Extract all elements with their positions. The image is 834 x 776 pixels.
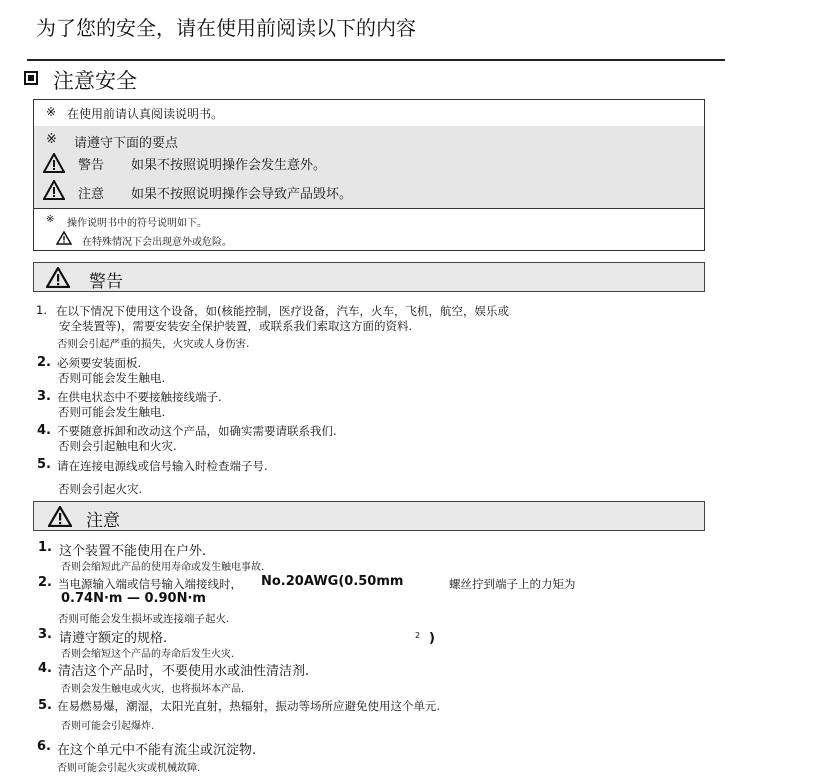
list-item-text: 必须要安装面板. (57, 356, 142, 370)
list-item-text: 不要随意拆卸和改动这个产品，如确实需要请联系我们. (57, 424, 337, 438)
section-square-icon (24, 71, 38, 85)
list-item-number: 6. (37, 739, 51, 754)
list-item-number: 5. (38, 698, 52, 713)
page-title: 为了您的安全，请在使用前阅读以下的内容 (36, 16, 416, 40)
list-item-consequence: 否则可能会发生触电. (58, 371, 166, 385)
list-item-consequence: 否则会引起严重的损失，火灾或人身伤害. (57, 338, 250, 350)
list-item-number: 4. (37, 423, 51, 438)
list-item-text: 请遵守额定的规格. (59, 631, 168, 646)
caution-description: 如果不按照说明操作会导致产品毁坏。 (131, 187, 353, 202)
reference-mark: ※ (46, 214, 55, 225)
list-item-text: 在这个单元中不能有流尘或沉淀物. (57, 743, 257, 758)
notice-text: 请遵守下面的要点 (74, 136, 179, 151)
caution-section-title: 注意 (86, 511, 120, 531)
list-item-text: 在易燃易爆，潮湿，太阳光直射，热辐射，振动等场所应避免使用这个单元. (57, 699, 441, 713)
reference-mark: ※ (46, 132, 57, 147)
list-item-number: 1. (36, 303, 47, 317)
warning-triangle-icon (46, 267, 70, 288)
list-item-consequence: 否则会引起触电和火灾. (58, 439, 177, 453)
list-item-number: 1. (38, 540, 52, 555)
caution-triangle-icon (43, 180, 65, 200)
list-item-text: 清洁这个产品时，不要使用水或油性清洁剂. (58, 664, 310, 679)
list-item-number: 3. (37, 389, 51, 404)
warning-section-title: 警告 (89, 272, 123, 292)
list-item-number: 2. (38, 575, 52, 590)
caution-label: 注意 (78, 187, 105, 202)
reference-mark: ※ (46, 105, 57, 119)
list-item-consequence: 否则会缩短此产品的使用寿命或发生触电事故. (61, 562, 265, 573)
list-item-consequence: 否则可能会发生损坏或连接端子起火. (58, 613, 230, 625)
notice-row-key-points (34, 126, 704, 209)
wire-spec: No.20AWG(0.50mm (261, 574, 404, 589)
warning-label: 警告 (78, 158, 105, 173)
list-item-consequence: 否则可能会发生触电. (58, 405, 166, 419)
safety-section-title: 注意安全 (53, 69, 137, 93)
warning-triangle-icon (43, 153, 65, 173)
list-item-text: 安全装置等)，需要安装安全保护装置，或联系我们索取这方面的资料. (59, 319, 413, 333)
list-item-text: 这个装置不能使用在户外. (59, 544, 207, 559)
torque-note: 螺丝拧到端子上的力矩为 (449, 577, 576, 591)
torque-value: 0.74N·m — 0.90N·m (61, 591, 206, 606)
notice-text: 操作说明书中的符号说明如下。 (67, 218, 207, 229)
closing-paren: ) (429, 631, 435, 646)
list-item-number: 4. (38, 661, 52, 676)
list-item-consequence: 否则可能会引起火灾或机械故障. (57, 763, 201, 774)
list-item-consequence: 否则可能会引起爆炸. (61, 721, 155, 732)
list-item-text: 当电源输入端或信号输入端接线时， (58, 577, 242, 591)
warning-section-header (33, 262, 705, 292)
list-item-consequence: 否则会引起火灾. (58, 482, 143, 496)
superscript-two: 2 (415, 631, 421, 640)
danger-triangle-icon (56, 231, 72, 245)
list-item-text: 在以下情况下使用这个设备，如(核能控制，医疗设备，汽车，火车，飞机，航空，娱乐或 (56, 304, 509, 318)
list-item-consequence: 否则会发生触电或火灾，也将损坏本产品. (61, 684, 245, 695)
list-item-number: 2. (37, 355, 51, 370)
warning-description: 如果不按照说明操作会发生意外。 (131, 158, 327, 173)
notice-row-read-manual (34, 100, 704, 127)
notice-box (33, 99, 705, 251)
notice-text: 在使用前请认真阅读说明书。 (67, 107, 224, 121)
title-divider (27, 59, 725, 61)
list-item-number: 3. (38, 627, 52, 642)
caution-triangle-icon (48, 506, 72, 527)
list-item-text: 请在连接电源线或信号输入时检查端子号. (57, 459, 268, 473)
notice-subtext: 在特殊情况下会出现意外或危险。 (82, 237, 232, 248)
list-item-number: 5. (37, 457, 51, 472)
list-item-text: 在供电状态中不要接触接线端子. (57, 390, 222, 404)
notice-row-symbols (34, 209, 704, 250)
list-item-consequence: 否则会缩短这个产品的寿命后发生火灾. (61, 649, 235, 660)
caution-section-header (33, 501, 705, 531)
